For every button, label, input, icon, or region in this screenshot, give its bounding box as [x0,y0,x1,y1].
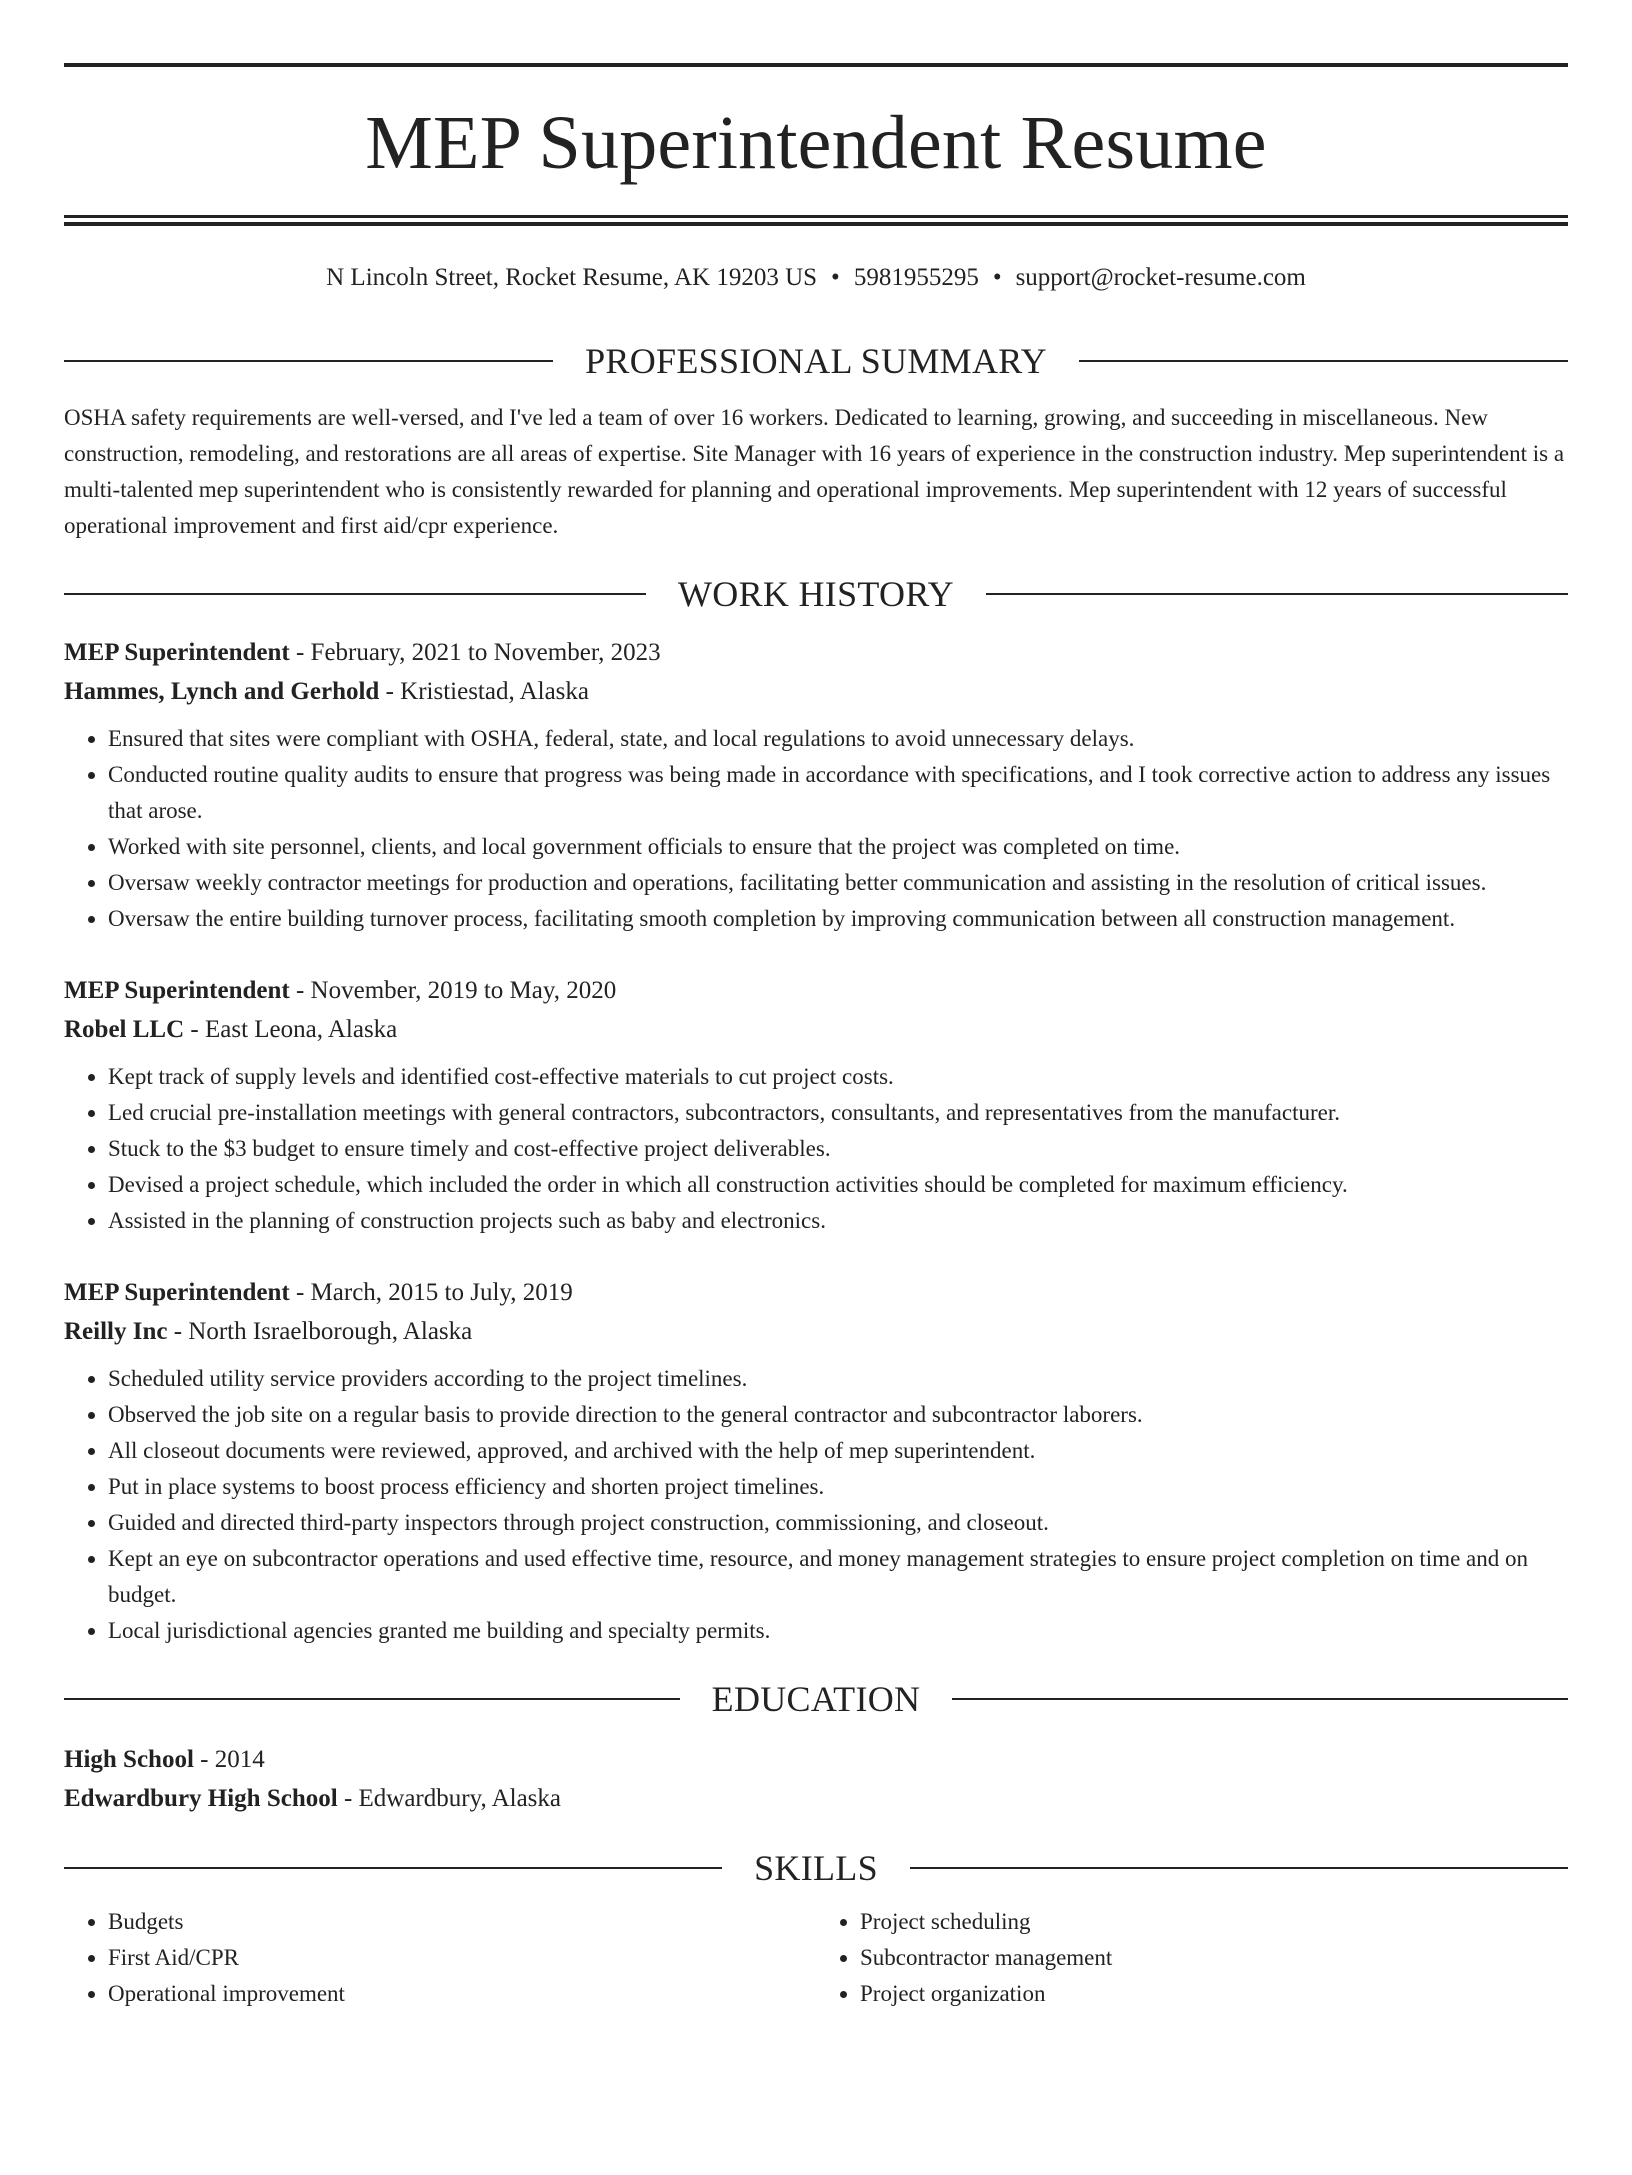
skills-list-left [64,1904,816,2012]
divider-line [952,1698,1568,1700]
skill-item: • First Aid/CPR [108,1940,816,1976]
divider-line [910,1867,1568,1869]
job-bullet: • Conducted routine quality audits to ensure that progress was being made in accordance with specifications, and I took corrective action to address any issues that arose. [108,757,1568,829]
skill-item: • Subcontractor management [860,1940,1568,1976]
section-title: SKILLS [754,1848,878,1888]
page-title: MEP Superintendent Resume [365,101,1267,185]
job-title: MEP Superintendent [64,977,290,1004]
skill-item: • Budgets [108,1904,816,1940]
job-company: Robel LLC [64,1016,185,1043]
top-rule [64,63,1568,67]
job-bullet: • Ensured that sites were compliant with OSHA, federal, state, and local regulations to avoid unnecessary delays. [108,721,1568,757]
divider-line [1079,360,1568,362]
job-dates: - March, 2015 to July, 2019 [289,1279,573,1306]
job-bullet: • Assisted in the planning of construction projects such as baby and electronics. [108,1203,1568,1239]
job-bullet: • Oversaw the entire building turnover process, facilitating smooth completion by improving communication between all construction management. [108,901,1568,937]
resume-page [0,63,1632,2012]
job-bullet: • Put in place systems to boost process efficiency and shorten project timelines. [108,1469,1568,1505]
skill-item: • Project organization [860,1976,1568,2012]
education-school-line [64,1779,1568,1818]
job-company-line [64,1010,1568,1049]
job-title-line [64,1273,1568,1312]
job-bullet: • Devised a project schedule, which included the order in which all construction activities should be completed for maximum efficiency. [108,1167,1568,1203]
section-header-summary [64,343,1568,379]
job-title: MEP Superintendent [64,639,290,666]
job-company: Hammes, Lynch and Gerhold [64,678,380,705]
divider-line [64,1867,722,1869]
education-degree-line [64,1740,1568,1779]
job-entry [64,971,1568,1239]
work-history-list [64,633,1568,1649]
job-bullet: • Observed the job site on a regular basis to provide direction to the general contractor and subcontractor laborers. [108,1397,1568,1433]
section-title: EDUCATION [711,1679,921,1719]
section-title: PROFESSIONAL SUMMARY [585,341,1047,381]
divider-line [986,593,1568,595]
job-bullet: • Guided and directed third-party inspectors through project construction, commissioning, and closeout. [108,1505,1568,1541]
job-bullet: • Local jurisdictional agencies granted me building and specialty permits. [108,1613,1568,1649]
job-location: - North Israelborough, Alaska [167,1318,473,1345]
job-entry [64,1273,1568,1649]
job-location: - Kristiestad, Alaska [379,678,590,705]
contact-separator: • [831,264,840,291]
job-bullet: • Kept an eye on subcontractor operations and used effective time, resource, and money management strategies to ensure project completion on time and on budget. [108,1541,1568,1613]
job-title-line [64,633,1568,672]
skill-item: • Operational improvement [108,1976,816,2012]
job-bullet-list [64,1059,1568,1239]
job-bullet: • Oversaw weekly contractor meetings for production and operations, facilitating better communication and assisting in the resolution of critical issues. [108,865,1568,901]
education-school: Edwardbury High School [64,1785,338,1812]
job-bullet: • All closeout documents were reviewed, approved, and archived with the help of mep superintendent. [108,1433,1568,1469]
summary-paragraph: OSHA safety requirements are well-versed, and I've led a team of over 16 workers. Dedicated to learning, growing, and succeeding in miscellaneous. New construction, remodeling, and restorations are all areas of expertise. Site Manager with 16 years of experience in the construction industry. Mep superintendent is a multi-talented mep superintendent who is consistently rewarded for planning and operational improvements. Mep superintendent with 12 years of successful operational improvement and first aid/cpr experience. [64,405,1565,538]
job-company-line [64,672,1568,711]
job-company: Reilly Inc [64,1318,168,1345]
education-location: - Edwardbury, Alaska [337,1785,562,1812]
job-bullet-list [64,721,1568,937]
contact-email[interactable]: support@rocket-resume.com [1015,264,1306,291]
divider-line [64,593,646,595]
job-bullet-list [64,1361,1568,1649]
job-bullet: • Kept track of supply levels and identified cost-effective materials to cut project costs. [108,1059,1568,1095]
section-header-education [64,1681,1568,1717]
job-title: MEP Superintendent [64,1279,290,1306]
contact-phone: 5981955295 [853,264,979,291]
contact-address: N Lincoln Street, Rocket Resume, AK 19203 US [326,264,818,291]
contact-separator: • [992,264,1002,291]
divider-line [64,1698,680,1700]
skills-list-right [816,1904,1568,2012]
skills-columns [64,1904,1568,2012]
job-bullet: • Worked with site personnel, clients, and local government officials to ensure that the project was completed on time. [108,829,1568,865]
job-bullet: • Scheduled utility service providers according to the project timelines. [108,1361,1568,1397]
contact-line [64,263,1568,293]
education-entry [64,1740,1568,1818]
job-entry [64,633,1568,937]
job-location: - East Leona, Alaska [184,1016,398,1043]
job-bullet: • Led crucial pre-installation meetings with general contractors, subcontractors, consultants, and representatives from the manufacturer. [108,1095,1568,1131]
job-bullet: • Stuck to the $3 budget to ensure timely and cost-effective project deliverables. [108,1131,1568,1167]
section-header-work [64,576,1568,612]
section-header-skills [64,1850,1568,1886]
job-title-line [64,971,1568,1010]
skill-item: • Project scheduling [860,1904,1568,1940]
job-dates: - November, 2019 to May, 2020 [289,977,617,1004]
job-dates: - February, 2021 to November, 2023 [289,639,661,666]
section-title: WORK HISTORY [678,574,954,614]
divider-line [64,360,553,362]
title-double-rule [64,215,1568,226]
education-year: - 2014 [193,1746,265,1773]
job-company-line [64,1312,1568,1351]
education-degree: High School [64,1746,194,1773]
